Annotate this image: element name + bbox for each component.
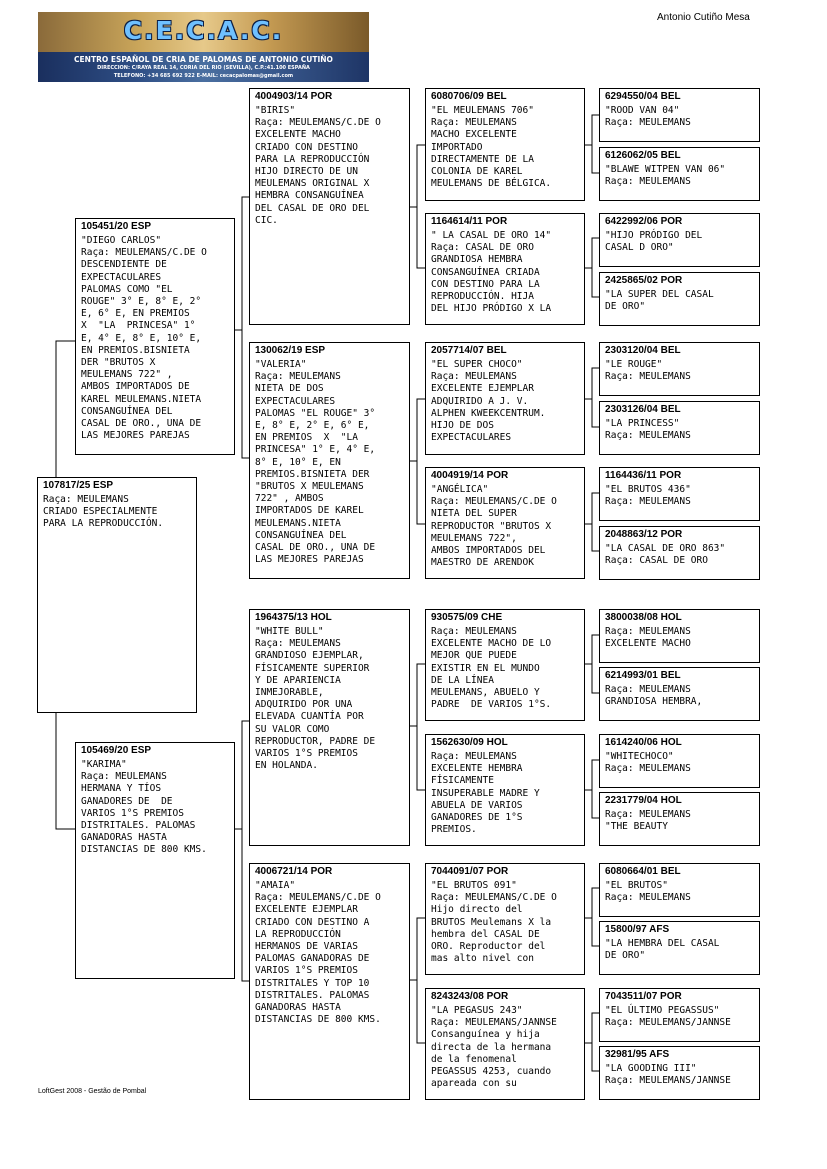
dam-pigeon bbox=[75, 742, 235, 979]
ring-number: 1164614/11 POR bbox=[431, 216, 508, 227]
ring-number: 2425865/02 POR bbox=[605, 275, 683, 286]
ring-number: 1562630/09 HOL bbox=[431, 737, 508, 748]
great-grandparent-pigeon bbox=[425, 342, 585, 455]
pigeon-description: "EL SUPER CHOCO" Raça: MEULEMANS EXCELENTE EJEMPLAR ADQUIRIDO A J. V. ALPHEN KWEEKCENTRUM. HIJO DE DOS EXPECTACULARES bbox=[431, 359, 546, 444]
ring-number: 15800/97 AFS bbox=[605, 924, 670, 935]
ancestor-pigeon bbox=[599, 147, 760, 201]
grandparent-pigeon bbox=[249, 88, 410, 325]
pigeon-description: "AMAIA" Raça: MEULEMANS/C.DE O EXCELENTE EJEMPLAR CRIADO CON DESTINO A LA REPRODUCCIÓN HERMANOS DE VARIAS PALOMAS GANADORAS DE VARIOS 1°S PREMIOS DISTRITALES Y TOP 10 DISTRITALES. PALOMAS GANADORAS HASTA DISTANCIAS DE 800 KMS. bbox=[255, 880, 381, 1026]
ring-number: 1164436/11 POR bbox=[605, 470, 682, 481]
pigeon-description: "EL BRUTOS 436" Raça: MEULEMANS bbox=[605, 484, 691, 508]
ancestor-pigeon bbox=[599, 526, 760, 580]
ring-number: 32981/95 AFS bbox=[605, 1049, 670, 1060]
pigeon-description: "EL ÚLTIMO PEGASSUS" Raça: MEULEMANS/JANNSE bbox=[605, 1005, 731, 1029]
ring-number: 930575/09 CHE bbox=[431, 612, 503, 623]
ancestor-pigeon bbox=[599, 272, 760, 326]
ancestor-pigeon bbox=[599, 734, 760, 788]
pigeon-description: Raça: MEULEMANS EXCELENTE MACHO bbox=[605, 626, 691, 650]
pigeon-description: "DIEGO CARLOS" Raça: MEULEMANS/C.DE O DESCENDIENTE DE EXPECTACULARES PALOMAS COMO "EL ROUGE" 3° E, 8° E, 2° E, 6° E, EN PREMIOS X "LA PRINCESA" 1° E, 4° E, 8° E, 10° E, EN PREMIOS.BISNIETA DER "BRUTOS X MEULEMANS 722" , AMBOS IMPORTADOS DE KAREL MEULEMANS.NIETA CONSANGUÍNEA DEL CASAL DE ORO., UNA DE LAS MEJORES PAREJAS bbox=[81, 235, 207, 442]
pigeon-description: "LA PRINCESS" Raça: MEULEMANS bbox=[605, 418, 691, 442]
logo-subtitle: CENTRO ESPAÑOL DE CRIA DE PALOMAS DE ANTONIO CUTIÑO bbox=[74, 55, 333, 64]
ring-number: 1614240/06 HOL bbox=[605, 737, 682, 748]
great-grandparent-pigeon bbox=[425, 88, 585, 201]
great-grandparent-pigeon bbox=[425, 863, 585, 975]
logo-contact: TELEFONO: +34 685 692 922 E-MAIL: cecacpalomas@gmail.com bbox=[113, 73, 294, 79]
pigeon-description: "LE ROUGE" Raça: MEULEMANS bbox=[605, 359, 691, 383]
ancestor-pigeon bbox=[599, 213, 760, 267]
ancestor-pigeon bbox=[599, 1046, 760, 1100]
pigeon-description: "HIJO PRÓDIGO DEL CASAL D ORO" bbox=[605, 230, 703, 254]
ring-number: 6214993/01 BEL bbox=[605, 670, 681, 681]
ancestor-pigeon bbox=[599, 467, 760, 521]
pigeon-description: "VALERIA" Raça: MEULEMANS NIETA DE DOS EXPECTACULARES PALOMAS "EL ROUGE" 3° E, 8° E, 2° E, 6° E, EN PREMIOS X "LA PRINCESA" 1° E, 4° E, 8° E, 10° E, EN PREMIOS.BISNIETA DER "BRUTOS X MEULEMANS 722" , AMBOS IMPORTADOS DE KAREL MEULEMANS.NIETA CONSANGUÍNEA DEL CASAL DE ORO., UNA DE LAS MEJORES PAREJAS bbox=[255, 359, 376, 566]
pigeon-description: Raça: MEULEMANS EXCELENTE HEMBRA FÍSICAMENTE INSUPERABLE MADRE Y ABUELA DE VARIOS GANADORES DE 1°S PREMIOS. bbox=[431, 751, 540, 836]
logo-title: C.E.C.A.C. bbox=[123, 16, 284, 45]
great-grandparent-pigeon bbox=[425, 734, 585, 846]
ring-number: 2057714/07 BEL bbox=[431, 345, 507, 356]
ancestor-pigeon bbox=[599, 988, 760, 1042]
ring-number: 2048863/12 POR bbox=[605, 529, 683, 540]
pigeon-description: " LA CASAL DE ORO 14" Raça: CASAL DE ORO GRANDIOSA HEMBRA CONSANGUÍNEA CRIADA CON DESTINO PARA LA REPRODUCCIÓN. HIJA DEL HIJO PRÓDIGO X LA bbox=[431, 230, 552, 315]
great-grandparent-pigeon bbox=[425, 467, 585, 579]
great-grandparent-pigeon bbox=[425, 213, 585, 325]
pigeon-description: "BLAWE WITPEN VAN 06" Raça: MEULEMANS bbox=[605, 164, 726, 188]
ring-number: 8243243/08 POR bbox=[431, 991, 509, 1002]
ring-number: 2303126/04 BEL bbox=[605, 404, 681, 415]
footer-software: LoftGest 2008 - Gestão de Pombal bbox=[38, 1088, 147, 1095]
ring-number: 4004903/14 POR bbox=[255, 91, 333, 102]
ancestor-pigeon bbox=[599, 863, 760, 917]
subject-pigeon bbox=[37, 477, 197, 713]
ring-number: 130062/19 ESP bbox=[255, 345, 326, 356]
pigeon-description: Raça: MEULEMANS CRIADO ESPECIALMENTE PARA LA REPRODUCCIÓN. bbox=[43, 494, 164, 530]
pigeon-description: "EL MEULEMANS 706" Raça: MEULEMANS MACHO EXCELENTE IMPORTADO DIRECTAMENTE DE LA COLONIA DE KAREL MEULEMANS DE BÉLGICA. bbox=[431, 105, 552, 190]
great-grandparent-pigeon bbox=[425, 988, 585, 1100]
logo-address: DIRECCION: C/RAYA REAL 14, CORIA DEL RIO (SEVILLA), C.P.:41.100 ESPAÑA bbox=[97, 65, 310, 71]
great-grandparent-pigeon bbox=[425, 609, 585, 721]
ring-number: 4006721/14 POR bbox=[255, 866, 333, 877]
ring-number: 3800038/08 HOL bbox=[605, 612, 682, 623]
ancestor-pigeon bbox=[599, 609, 760, 663]
ring-number: 105451/20 ESP bbox=[81, 221, 152, 232]
ring-number: 2303120/04 BEL bbox=[605, 345, 681, 356]
ancestor-pigeon bbox=[599, 667, 760, 721]
pigeon-description: "LA GOODING III" Raça: MEULEMANS/JANNSE bbox=[605, 1063, 731, 1087]
ring-number: 107817/25 ESP bbox=[43, 480, 114, 491]
ancestor-pigeon bbox=[599, 88, 760, 142]
grandparent-pigeon bbox=[249, 863, 410, 1100]
ring-number: 7044091/07 POR bbox=[431, 866, 509, 877]
pigeon-description: "LA PEGASUS 243" Raça: MEULEMANS/JANNSE Consanguínea y hija directa de la hermana de la fenomenal PEGASSUS 4253, cuando apareada con su bbox=[431, 1005, 557, 1090]
pigeon-description: "WHITECHOCO" Raça: MEULEMANS bbox=[605, 751, 691, 775]
pigeon-description: "ROOD VAN 04" Raça: MEULEMANS bbox=[605, 105, 691, 129]
pigeon-description: "BIRIS" Raça: MEULEMANS/C.DE O EXCELENTE MACHO CRIADO CON DESTINO PARA LA REPRODUCCIÓN HIJO DIRECTO DE UN MEULEMANS ORIGINAL X HEMBRA CONSANGUÍNEA DEL CASAL DE ORO DEL CIC. bbox=[255, 105, 381, 226]
ring-number: 6422992/06 POR bbox=[605, 216, 683, 227]
ancestor-pigeon bbox=[599, 792, 760, 846]
ring-number: 2231779/04 HOL bbox=[605, 795, 682, 806]
pigeon-description: "EL BRUTOS" Raça: MEULEMANS bbox=[605, 880, 691, 904]
ring-number: 6080664/01 BEL bbox=[605, 866, 681, 877]
ring-number: 4004919/14 POR bbox=[431, 470, 509, 481]
ring-number: 105469/20 ESP bbox=[81, 745, 152, 756]
ancestor-pigeon bbox=[599, 401, 760, 455]
ring-number: 6294550/04 BEL bbox=[605, 91, 681, 102]
pigeon-description: "LA SUPER DEL CASAL DE ORO" bbox=[605, 289, 714, 313]
pigeon-description: "LA HEMBRA DEL CASAL DE ORO" bbox=[605, 938, 720, 962]
ring-number: 1964375/13 HOL bbox=[255, 612, 332, 623]
pigeon-description: Raça: MEULEMANS GRANDIOSA HEMBRA, bbox=[605, 684, 703, 708]
pigeon-description: "WHITE BULL" Raça: MEULEMANS GRANDIOSO EJEMPLAR, FÍSICAMENTE SUPERIOR Y DE APARIENCIA INMEJORABLE, ADQUIRIDO POR UNA ELEVADA CUANTÍA POR SU VALOR COMO REPRODUCTOR, PADRE DE VARIOS 1°S PREMIOS EN HOLANDA. bbox=[255, 626, 376, 772]
grandparent-pigeon bbox=[249, 342, 410, 579]
ancestor-pigeon bbox=[599, 342, 760, 396]
pigeon-description: Raça: MEULEMANS EXCELENTE MACHO DE LO MEJOR QUE PUEDE EXISTIR EN EL MUNDO DE LA LÍNEA MEULEMANS, ABUELO Y PADRE DE VARIOS 1°S. bbox=[431, 626, 552, 711]
sire-pigeon bbox=[75, 218, 235, 455]
ring-number: 6126062/05 BEL bbox=[605, 150, 681, 161]
pigeon-description: "ANGÉLICA" Raça: MEULEMANS/C.DE O NIETA DEL SUPER REPRODUCTOR "BRUTOS X MEULEMANS 722", AMBOS IMPORTADOS DEL MAESTRO DE ARENDOK bbox=[431, 484, 557, 569]
grandparent-pigeon bbox=[249, 609, 410, 846]
owner-name: Antonio Cutiño Mesa bbox=[657, 12, 750, 23]
ring-number: 6080706/09 BEL bbox=[431, 91, 507, 102]
pigeon-description: "LA CASAL DE ORO 863" Raça: CASAL DE ORO bbox=[605, 543, 726, 567]
pigeon-description: "EL BRUTOS 091" Raça: MEULEMANS/C.DE O Hijo directo del BRUTOS Meulemans X la hembra del CASAL DE ORO. Reproductor del mas alto nivel con bbox=[431, 880, 557, 965]
ring-number: 7043511/07 POR bbox=[605, 991, 682, 1002]
ancestor-pigeon bbox=[599, 921, 760, 975]
pigeon-description: Raça: MEULEMANS "THE BEAUTY bbox=[605, 809, 691, 833]
pigeon-description: "KARIMA" Raça: MEULEMANS HERMANA Y TÍOS GANADORES DE DE VARIOS 1°S PREMIOS DISTRITALES. PALOMAS GANADORAS HASTA DISTANCIAS DE 800 KMS. bbox=[81, 759, 207, 856]
